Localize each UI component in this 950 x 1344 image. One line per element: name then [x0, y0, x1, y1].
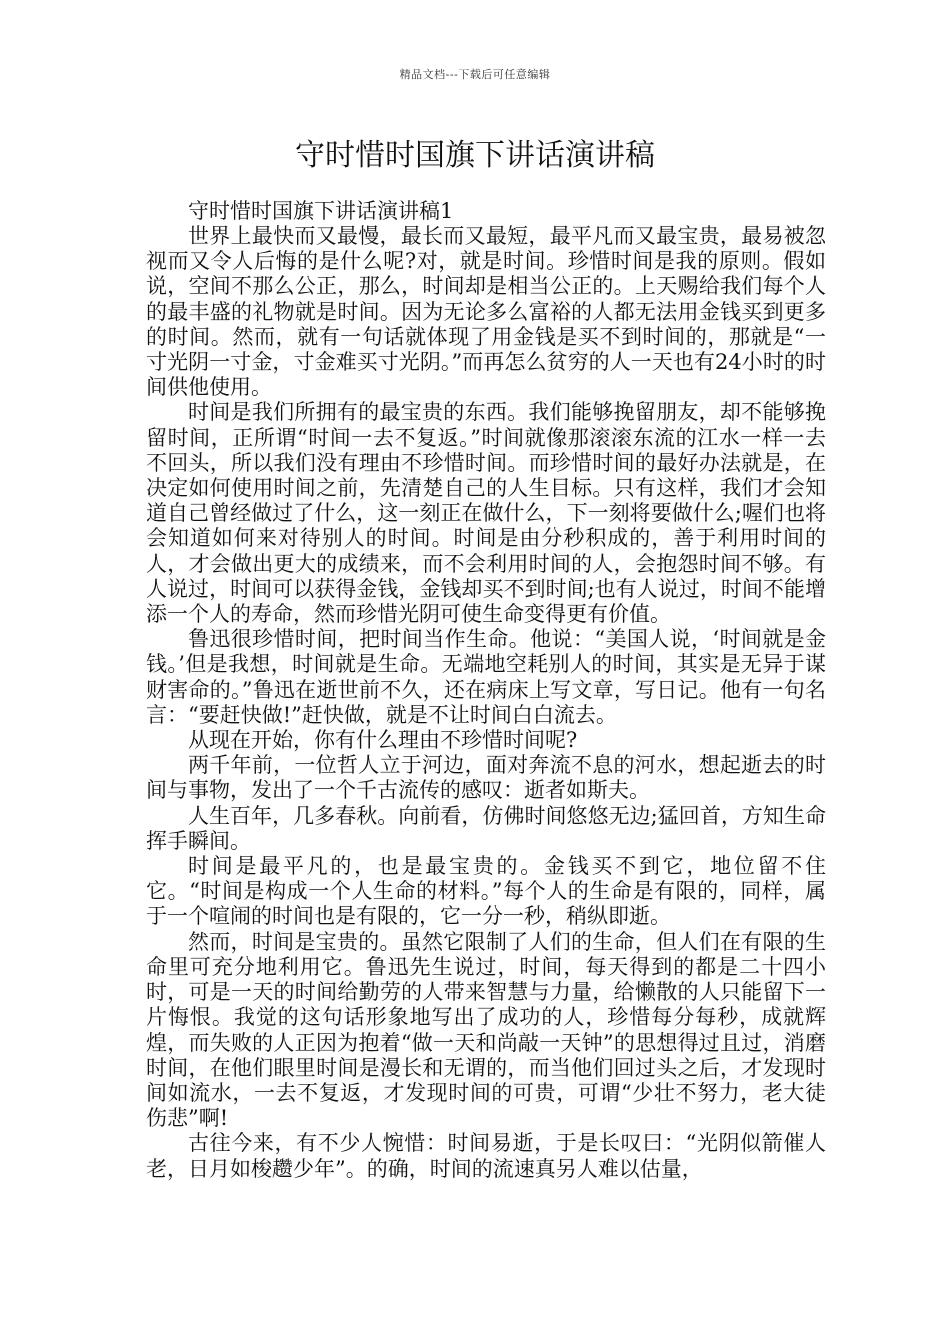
paragraph: 从现在开始，你有什么理由不珍惜时间呢?: [188, 728, 578, 753]
paragraph: 鲁迅很珍惜时间，把时间当作生命。他说：“美国人说，‘时间就是金钱。’但是我想，时间就是生命。无端地空耗别人的时间，其实是无异于谋财害命的。”鲁迅在逝世前不久，还在病床上写文章，写日记。他有一句名言：“要赶快做!”赶快做，就是不让时间白白流去。: [146, 627, 826, 727]
document-body: [146, 198, 826, 1182]
paragraph: 时间是我们所拥有的最宝贵的东西。我们能够挽留朋友，却不能够挽留时间，正所谓“时间一去不复返。”时间就像那滚滚东流的江水一样一去不回头，所以我们没有理由不珍惜时间。而珍惜时间的最好办法就是，在决定如何使用时间之前，先清楚自己的人生目标。只有这样，我们才会知道自己曾经做过了什么，这一刻正在做什么，下一刻将要做什么;喔们也将会知道如何来对待别人的时间。时间是由分秒积成的，善于利用时间的人，才会做出更大的成绩来，而不会利用时间的人，会抱怨时间不够。有人说过，时间可以获得金钱，金钱却买不到时间;也有人说过，时间不能增添一个人的寿命，然而珍惜光阴可使生命变得更有价值。: [146, 400, 826, 627]
paragraph: 古往今来，有不少人惋惜：时间易逝，于是长叹曰：“光阴似箭催人老，日月如梭趱少年”。的确，时间的流速真另人难以估量，: [146, 1131, 826, 1181]
document-title: 守时惜时国旗下讲话演讲稿: [295, 138, 655, 173]
paragraph: 世界上最快而又最慢，最长而又最短，最平凡而又最宝贵，最易被忽视而又令人后悔的是什么呢?对，就是时间。珍惜时间是我的原则。假如说，空间不那么公正，那么，时间却是相当公正的。上天赐给我们每个人的最丰盛的礼物就是时间。因为无论多么富裕的人都无法用金钱买到更多的时间。然而，就有一句话就体现了用金钱是买不到时间的，那就是“一寸光阴一寸金，寸金难买寸光阴。”而再怎么贫穷的人一天也有24小时的时间供他使用。: [146, 224, 826, 400]
document-subtitle: 守时惜时国旗下讲话演讲稿1: [188, 199, 454, 223]
paragraph: 人生百年，几多春秋。向前看，仿佛时间悠悠无边;猛回首，方知生命挥手瞬间。: [146, 803, 826, 853]
paragraph: 时间是最平凡的，也是最宝贵的。金钱买不到它，地位留不住它。“时间是构成一个人生命的材料。”每个人的生命是有限的，同样，属于一个喧闹的时间也是有限的，它一分一秒，稍纵即逝。: [146, 854, 826, 929]
header-note: 精品文档---下载后可任意编辑: [399, 68, 551, 81]
paragraph: 然而，时间是宝贵的。虽然它限制了人们的生命，但人们在有限的生命里可充分地利用它。鲁迅先生说过，时间，每天得到的都是二十四小时，可是一天的时间给勤劳的人带来智慧与力量，给懒散的人只能留下一片悔恨。我觉的这句话形象地写出了成功的人，珍惜每分每秒，成就辉煌，而失败的人正因为抱着“做一天和尚敲一天钟”的思想得过且过，消磨时间，在他们眼里时间是漫长和无谓的，而当他们回过头之后，才发现时间如流水，一去不复返，才发现时间的可贵，可谓“少壮不努力，老大徒伤悲”啊!: [146, 929, 826, 1131]
paragraph: 两千年前，一位哲人立于河边，面对奔流不息的河水，想起逝去的时间与事物，发出了一个千古流传的感叹：逝者如斯夫。: [146, 753, 826, 803]
